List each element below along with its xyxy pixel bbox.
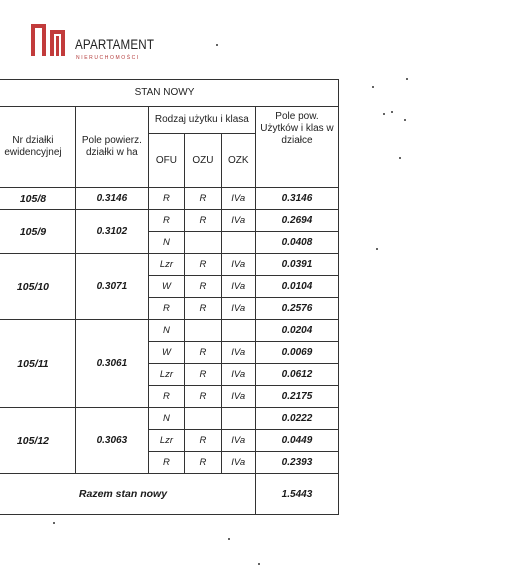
ofu-cell: R [148,452,184,474]
section-title: STAN NOWY [0,80,339,107]
parcel-number: 105/12 [0,408,75,474]
ozk-cell [221,320,255,342]
header-pole-uzytkow: Pole pow. Użytków i klas w działce [255,107,338,188]
ozu-cell [185,408,221,430]
table-row [0,408,339,430]
ozk-cell [221,232,255,254]
ofu-cell: N [148,232,184,254]
parcel-area: 0.3063 [75,408,148,474]
header-ofu: OFU [148,134,184,188]
ozu-cell [185,320,221,342]
total-row [0,474,339,515]
ozk-cell: IVa [221,430,255,452]
header-ozu: OZU [185,134,221,188]
ozu-cell [185,232,221,254]
table-row [0,210,339,232]
use-area-cell: 0.2694 [255,210,338,232]
use-area-cell: 0.0204 [255,320,338,342]
header-rodzaj-uzytku: Rodzaj użytku i klasa [148,107,255,134]
ozk-cell: IVa [221,298,255,320]
use-area-cell: 0.0449 [255,430,338,452]
use-area-cell: 0.0104 [255,276,338,298]
ozk-cell [221,408,255,430]
parcel-number: 105/11 [0,320,75,408]
ozk-cell: IVa [221,188,255,210]
ofu-cell: N [148,320,184,342]
logo-name: APARTAMENT [75,37,155,52]
ozu-cell: R [185,386,221,408]
ozk-cell: IVa [221,342,255,364]
ofu-cell: R [148,210,184,232]
ofu-cell: Lzr [148,430,184,452]
ozu-cell: R [185,298,221,320]
table-row [0,254,339,276]
ozu-cell: R [185,210,221,232]
parcel-area: 0.3071 [75,254,148,320]
ofu-cell: Lzr [148,364,184,386]
use-area-cell: 0.0391 [255,254,338,276]
parcel-number: 105/8 [0,188,75,210]
ozk-cell: IVa [221,254,255,276]
use-area-cell: 0.3146 [255,188,338,210]
header-nr-dzialki: Nr działki ewidencyjnej [0,107,75,188]
use-area-cell: 0.2175 [255,386,338,408]
ofu-cell: R [148,188,184,210]
ozu-cell: R [185,188,221,210]
table-row [0,320,339,342]
ofu-cell: Lzr [148,254,184,276]
parcel-number: 105/9 [0,210,75,254]
total-value: 1.5443 [255,474,338,515]
total-label: Razem stan nowy [0,474,255,515]
apartament-logo [30,22,190,62]
use-area-cell: 0.0408 [255,232,338,254]
ofu-cell: W [148,342,184,364]
use-area-cell: 0.0612 [255,364,338,386]
ozu-cell: R [185,430,221,452]
ofu-cell: N [148,408,184,430]
header-ozk: OZK [221,134,255,188]
header-pole-powierzchni: Pole powierz. działki w ha [75,107,148,188]
use-area-cell: 0.0222 [255,408,338,430]
ozk-cell: IVa [221,276,255,298]
ozk-cell: IVa [221,364,255,386]
parcel-area: 0.3061 [75,320,148,408]
ozk-cell: IVa [221,452,255,474]
use-area-cell: 0.2576 [255,298,338,320]
apartament-logo-icon [30,22,70,58]
use-area-cell: 0.2393 [255,452,338,474]
ozu-cell: R [185,452,221,474]
ozu-cell: R [185,342,221,364]
parcel-number: 105/10 [0,254,75,320]
ozk-cell: IVa [221,210,255,232]
ozu-cell: R [185,364,221,386]
ozu-cell: R [185,276,221,298]
parcel-area: 0.3146 [75,188,148,210]
logo-subtitle: NIERUCHOMOŚCI [76,55,140,61]
ofu-cell: W [148,276,184,298]
table-row [0,188,339,210]
ozu-cell: R [185,254,221,276]
use-area-cell: 0.0069 [255,342,338,364]
ofu-cell: R [148,386,184,408]
ozk-cell: IVa [221,386,255,408]
parcel-area: 0.3102 [75,210,148,254]
parcel-table [0,79,339,515]
ofu-cell: R [148,298,184,320]
